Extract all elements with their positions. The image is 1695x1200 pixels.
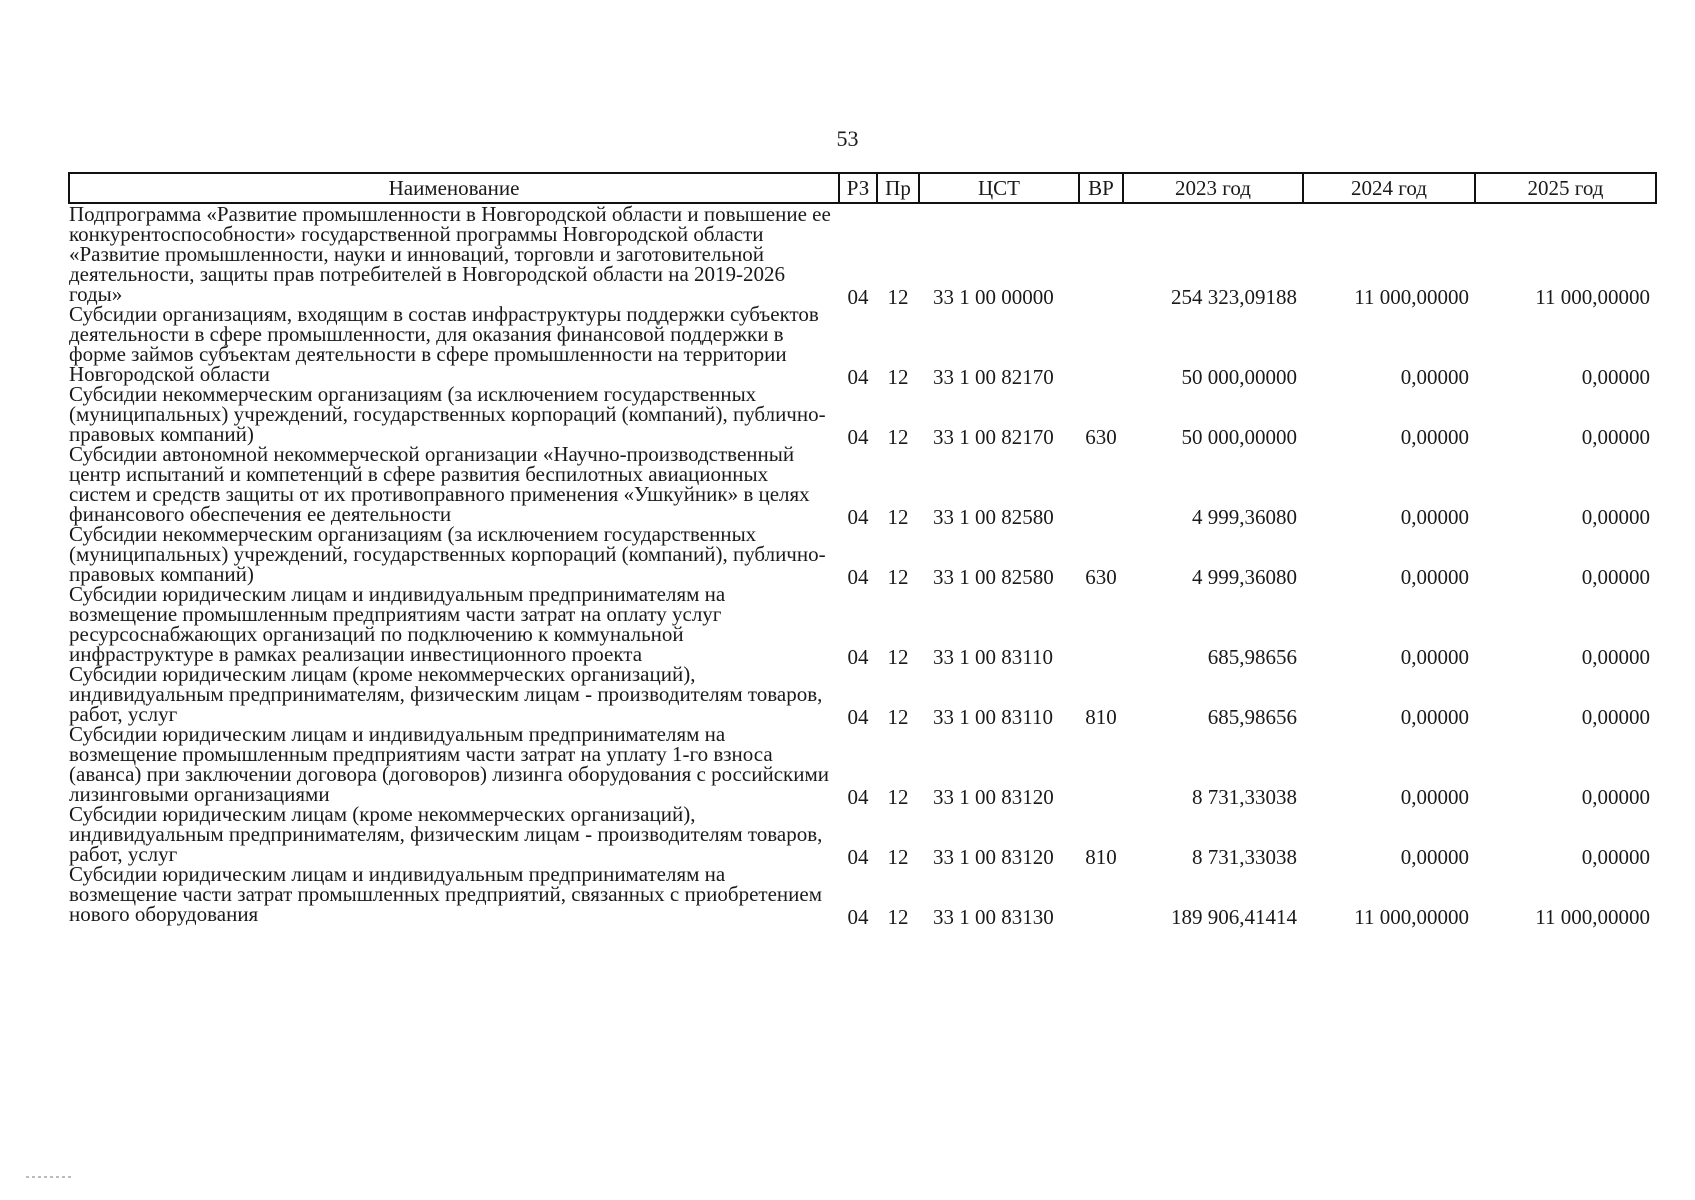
row-cst-text: 33 1 00 82580 [933,565,1054,589]
header-name: Наименование [69,173,839,203]
table-row [69,584,1656,664]
row-cst-cell [919,384,1079,449]
row-pr-cell [877,724,919,809]
row-pr-text: 12 [887,505,909,529]
table-row [69,864,1656,924]
row-vr-text: 810 [1085,705,1117,729]
row-rz-cell [839,304,877,389]
row-name-text: Субсидии юридическим лицам и индивидуальным предпринимателям на возмещение промышленным предприятиям части затрат на уплату 1-го взноса (аванса) при заключении договора (договоров) лизинга оборудования с российскими лизинговыми организациями [69,722,830,806]
table-row [69,444,1656,524]
row-vr-text: 630 [1085,425,1117,449]
row-vr-cell [1079,584,1123,664]
row-2024-cell [1303,203,1475,309]
row-2024-text: 0,00000 [1400,505,1469,529]
row-cst-cell [919,864,1079,929]
budget-table [68,172,1657,929]
row-pr-text: 12 [887,645,909,669]
row-2023-text: 50 000,00000 [1181,365,1297,389]
row-2025-cell [1475,304,1656,389]
row-name-text: Субсидии юридическим лицам (кроме некоммерческих организаций), индивидуальным предпринимателям, физическим лицам - производителям товаров, работ, услуг [69,802,823,866]
row-rz-text: 04 [847,845,869,869]
row-name-text: Субсидии автономной некоммерческой организации «Научно-производственный центр испытаний и компетенций в сфере развития беспилотных авиационных систем и средств защиты от их противоправного применения «Ушкуйник» в целях финансового обеспечения ее деятельности [69,442,810,526]
row-2023-cell [1123,524,1303,589]
row-pr-text: 12 [887,285,909,309]
row-2023-text: 685,98656 [1207,705,1297,729]
row-cst-text: 33 1 00 83110 [933,705,1053,729]
row-2023-cell [1123,584,1303,669]
row-pr-cell [877,384,919,449]
row-2025-cell [1475,524,1656,589]
row-2024-text: 0,00000 [1400,645,1469,669]
row-rz-text: 04 [847,905,869,929]
row-pr-text: 12 [887,905,909,929]
row-name-cell [69,524,839,584]
row-pr-text: 12 [887,705,909,729]
row-2024-text: 0,00000 [1400,785,1469,809]
row-2024-cell [1303,864,1475,929]
row-2025-text: 0,00000 [1581,365,1650,389]
row-cst-text: 33 1 00 82170 [933,365,1054,389]
row-cst-cell [919,304,1079,389]
row-2025-text: 0,00000 [1581,785,1650,809]
row-2023-cell [1123,203,1303,309]
row-pr-text: 12 [887,365,909,389]
row-rz-text: 04 [847,785,869,809]
table-row [69,724,1656,804]
row-vr-text: 810 [1085,845,1117,869]
row-name-cell [69,584,839,664]
row-2025-cell [1475,584,1656,669]
row-cst-cell [919,664,1079,729]
table-row [69,804,1656,864]
row-2023-text: 254 323,09188 [1171,285,1297,309]
row-2024-cell [1303,304,1475,389]
row-vr-cell [1079,804,1123,869]
row-cst-cell [919,203,1079,309]
row-name-cell [69,384,839,444]
row-2025-cell [1475,724,1656,809]
table-row [69,203,1656,304]
row-rz-cell [839,724,877,809]
row-2023-cell [1123,804,1303,869]
row-rz-cell [839,864,877,929]
row-2025-text: 0,00000 [1581,845,1650,869]
header-2024: 2024 год [1303,173,1475,203]
row-rz-text: 04 [847,365,869,389]
row-pr-cell [877,664,919,729]
row-name-cell [69,804,839,864]
row-name-text: Субсидии организациям, входящим в состав инфраструктуры поддержки субъектов деятельности в сфере промышленности, для оказания финансовой поддержки в форме займов субъектам деятельности в сфере промышленности на территории Новгородской области [69,302,819,386]
row-2023-cell [1123,444,1303,529]
table-row [69,524,1656,584]
header-2023: 2023 год [1123,173,1303,203]
row-rz-text: 04 [847,705,869,729]
row-pr-cell [877,584,919,669]
row-pr-cell [877,444,919,529]
row-2024-cell [1303,384,1475,449]
row-2025-text: 0,00000 [1581,425,1650,449]
row-2024-cell [1303,524,1475,589]
row-2025-cell [1475,864,1656,929]
row-rz-text: 04 [847,645,869,669]
row-vr-cell [1079,384,1123,449]
row-rz-text: 04 [847,425,869,449]
row-cst-text: 33 1 00 83120 [933,845,1054,869]
row-vr-cell [1079,524,1123,589]
row-name-cell [69,864,839,924]
row-rz-cell [839,804,877,869]
header-vr: ВР [1079,173,1123,203]
row-2024-cell [1303,584,1475,669]
row-rz-cell [839,524,877,589]
row-cst-text: 33 1 00 83130 [933,905,1054,929]
row-2025-cell [1475,804,1656,869]
table-header-row [69,173,1656,203]
row-vr-text: 630 [1085,565,1117,589]
row-2023-cell [1123,724,1303,809]
row-pr-cell [877,804,919,869]
row-2024-text: 11 000,00000 [1354,905,1469,929]
header-2025: 2025 год [1475,173,1656,203]
row-name-text: Подпрограмма «Развитие промышленности в Новгородской области и повышение ее конкурентоспособности» государственной программы Новгородской области «Развитие промышленности, науки и инноваций, торговли и заготовительной деятельности, защиты прав потребителей в Новгородской области на 2019-2026 годы» [69,202,831,306]
row-rz-text: 04 [847,285,869,309]
row-pr-cell [877,203,919,309]
row-name-cell [69,304,839,384]
row-2023-text: 685,98656 [1207,645,1297,669]
row-2023-text: 8 731,33038 [1192,785,1297,809]
header-rz: РЗ [839,173,877,203]
row-cst-cell [919,524,1079,589]
row-2025-text: 0,00000 [1581,505,1650,529]
row-2024-text: 0,00000 [1400,705,1469,729]
row-pr-text: 12 [887,845,909,869]
row-2024-text: 0,00000 [1400,425,1469,449]
row-2025-text: 0,00000 [1581,565,1650,589]
row-2023-text: 50 000,00000 [1181,425,1297,449]
row-2023-text: 189 906,41414 [1171,905,1297,929]
row-vr-cell [1079,864,1123,924]
row-2023-text: 8 731,33038 [1192,845,1297,869]
row-2023-text: 4 999,36080 [1192,505,1297,529]
row-vr-cell [1079,724,1123,804]
row-cst-text: 33 1 00 83120 [933,785,1054,809]
row-cst-cell [919,804,1079,869]
row-name-text: Субсидии юридическим лицам и индивидуальным предпринимателям на возмещение части затрат промышленных предприятий, связанных с приобретением нового оборудования [69,862,823,926]
row-rz-cell [839,584,877,669]
row-vr-cell [1079,203,1123,304]
row-2025-text: 11 000,00000 [1535,905,1650,929]
header-cst: ЦСТ [919,173,1079,203]
row-name-cell [69,444,839,524]
row-pr-text: 12 [887,425,909,449]
row-vr-cell [1079,304,1123,384]
row-2023-cell [1123,864,1303,929]
row-2025-text: 0,00000 [1581,645,1650,669]
row-name-cell [69,724,839,804]
row-rz-cell [839,384,877,449]
table-row [69,384,1656,444]
row-rz-cell [839,203,877,309]
row-2025-text: 0,00000 [1581,705,1650,729]
row-rz-text: 04 [847,565,869,589]
row-2024-cell [1303,804,1475,869]
row-rz-cell [839,664,877,729]
row-name-text: Субсидии некоммерческим организациям (за исключением государственных (муниципальных) учреждений, государственных корпораций (компаний), публично-правовых компаний) [69,382,826,446]
row-2024-text: 0,00000 [1400,845,1469,869]
row-2025-cell [1475,203,1656,309]
row-name-text: Субсидии юридическим лицам и индивидуальным предпринимателям на возмещение промышленным предприятиям части затрат на оплату услуг ресурсоснабжающих организаций по подключению к коммунальной инфраструктуре в рамках реализации инвестиционного проекта [69,582,726,666]
row-2024-cell [1303,664,1475,729]
row-cst-text: 33 1 00 00000 [933,285,1054,309]
row-vr-cell [1079,444,1123,524]
row-2024-cell [1303,444,1475,529]
row-cst-text: 33 1 00 83110 [933,645,1053,669]
row-2024-cell [1303,724,1475,809]
row-cst-cell [919,584,1079,669]
row-cst-text: 33 1 00 82170 [933,425,1054,449]
row-cst-cell [919,444,1079,529]
row-pr-cell [877,524,919,589]
row-pr-text: 12 [887,785,909,809]
row-2025-cell [1475,664,1656,729]
page-number: 53 [836,126,859,151]
row-2025-cell [1475,444,1656,529]
row-cst-text: 33 1 00 82580 [933,505,1054,529]
row-2023-cell [1123,304,1303,389]
row-name-cell [69,203,839,304]
row-2025-text: 11 000,00000 [1535,285,1650,309]
row-name-text: Субсидии юридическим лицам (кроме некоммерческих организаций), индивидуальным предпринимателям, физическим лицам - производителям товаров, работ, услуг [69,662,823,726]
row-pr-cell [877,304,919,389]
row-2023-cell [1123,384,1303,449]
table-row [69,664,1656,724]
row-name-cell [69,664,839,724]
table-row [69,304,1656,384]
row-2024-text: 11 000,00000 [1354,285,1469,309]
row-2025-cell [1475,384,1656,449]
row-rz-text: 04 [847,505,869,529]
row-vr-cell [1079,664,1123,729]
row-pr-text: 12 [887,565,909,589]
row-2024-text: 0,00000 [1400,565,1469,589]
row-2023-text: 4 999,36080 [1192,565,1297,589]
row-rz-cell [839,444,877,529]
row-pr-cell [877,864,919,929]
header-pr: Пр [877,173,919,203]
scan-artifact [26,1176,74,1178]
row-name-text: Субсидии некоммерческим организациям (за исключением государственных (муниципальных) учреждений, государственных корпораций (компаний), публично-правовых компаний) [69,522,826,586]
row-2023-cell [1123,664,1303,729]
row-cst-cell [919,724,1079,809]
row-2024-text: 0,00000 [1400,365,1469,389]
